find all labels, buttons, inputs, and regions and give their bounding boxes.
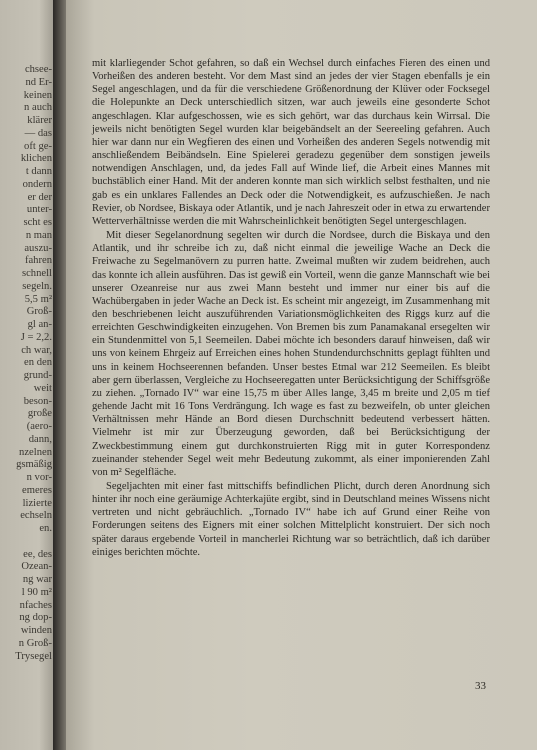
previous-page-text xyxy=(0,64,52,663)
previous-page-line: J = 2,2. xyxy=(20,331,52,343)
previous-page-line: klichen xyxy=(20,153,52,165)
paragraph: Mit dieser Segelanordnung segelten wir durch die Nordsee, durch die Biskaya und den Atlantik, und ihr schreibe ich zu, daß nicht einmal die jeweilige Wache an Deck die Freiwache zu Segelmanövern zu purren hatte. Zweimal mußten wir zudem beidrehen, auch das konnte ich allein ausführen. Das ist gewiß ein Vorteil, wenn die ganze Mannschaft wie bei unserer Ozeanreise nur aus zwei Mann besteht und immer nur einer bis auf die Wachübergaben in jeder Wache an Deck ist. Es scheint mir angezeigt, im Zusammenhang mit den beschriebenen leicht auszuführenden Variationsmöglichkeiten des Riggs kurz auf die erreichten Geschwindigkeiten einzugehen. Von Bremen bis zum Panamakanal ersegelten wir ein Stundenmittel von 5,1 Seemeilen. Dabei möchte ich besonders darauf hinweisen, daß wir uns von keinem Ehrgeiz auf Erreichen eines hohen Stundendurchschnitts geplagt fühlten und uns in keinem Hochseerennen befanden. Unser bestes Etmal war 212 Seemeilen. Es bleibt aber gern überlassen, Vergleiche zu Hochseeregatten unter Berücksichtigung der Schiffsgröße zu ziehen. „Tornado IV“ war eine 15,75 m über Alles lange, 3,45 m breite und 2,05 m tief gehende Jacht mit 16 Tons Verdrängung. Ich wage es fast zu bezweifeln, ob unter gleichen Verhältnissen mehr Hände an Bord diesen Durchschnitt bedeutend verbessert hätten. Vielmehr ist mir zur Überzeugung geworden, daß bei Berücksichtigung der Zweckbestimmung einem gut durchkonstruierten Rigg mit in guter Korrespondenz zueinander stehender Segel weit mehr Bedeutung zukommt, als einer imponierenden Zahl von m² Segelfläche. xyxy=(92,230,490,478)
previous-page-line: klärer xyxy=(27,115,52,126)
page-number: 33 xyxy=(475,680,486,692)
body-text xyxy=(92,57,490,559)
previous-page-line: er der xyxy=(27,191,52,203)
previous-page-line: n vor- xyxy=(26,472,52,483)
current-page xyxy=(66,0,537,750)
previous-page-line: große xyxy=(27,408,52,420)
previous-page-line: nd Er- xyxy=(25,76,52,88)
previous-page-line: ng war xyxy=(22,574,52,585)
previous-page-line: auszu- xyxy=(24,242,52,254)
previous-page-line: en den xyxy=(24,357,52,369)
previous-page-line: n Groß- xyxy=(18,637,52,649)
previous-page-line: segeln. xyxy=(22,280,52,292)
previous-page-line: weit xyxy=(33,382,52,394)
previous-page-line: schnell xyxy=(21,268,52,279)
previous-page-line: gsmäßig xyxy=(16,459,52,471)
previous-page-line: n auch xyxy=(24,102,52,114)
previous-page-line: emeres xyxy=(22,484,52,496)
previous-page-line: n man xyxy=(25,229,52,241)
previous-page-line: gl an- xyxy=(27,319,52,330)
previous-page-line: chsee- xyxy=(24,64,52,75)
previous-page-line: winden xyxy=(20,625,52,636)
previous-page-line: ch war, xyxy=(21,344,52,356)
paragraph: mit klarliegender Schot gefahren, so daß ein Wechsel durch einfaches Fieren des einen und Vorheißen des anderen besteht. Vor dem Mast sind an jedes der vier Stagen ebenfalls je ein Segel angeschlagen, und da für die verschiedene Größenordnung der Klüver oder Focksegel die Holepunkte an Deck unterschiedlich sitzen, war auch jeweils eine gesonderte Schot angeschlagen. Klar aufgeschossen, wie es sich gehört, war das durchaus kein Wirrsal. Die jeweils nicht benötigten Segel wurden klar beigebändselt an der Seereeling gefahren. Auch hier war dann nur ein Wegfieren des einen und Vorheißen des anderen Segels notwendig mit anschließendem Beibändseln. Eine Spielerei geradezu gegenüber dem sonstigen jeweils notwendigen Anschlagen, und, da jedes Fall auf Winde lief, die Arbeit eines Mannes mit buchstäblich einer Hand. Mit der anderen konnte man sich wirklich selbst festhalten, und nie gab es ein unklares Fallendes an Deck oder die Notwendigkeit, es aufzuschießen. Je nach Revier, ob Nordsee, Biskaya oder Atlantik, und je nach Jahreszeit oder in etwa zu erwartender Wetterverhältnisse werden die mit Wahrscheinlichkeit benötigten Segel untergeschlagen. xyxy=(92,58,490,227)
previous-page-line: nzelnen xyxy=(19,446,52,458)
previous-page-line: Groß- xyxy=(26,306,52,318)
previous-page-line: en. xyxy=(39,523,52,534)
previous-page-line: ondern xyxy=(22,178,52,190)
paragraph: Segeljachten mit einer fast mittschiffs befindlichen Plicht, durch deren Anordnung sich hinter ihr noch eine geräumige Achterkajüte ergibt, sind in Deutschland meines Wissens nicht vertreten und nicht gebräuchlich. „Tornado IV“ habe ich auf Grund einer Reihe von Forderungen seitens des Eigners mit einer solchen Mittelplicht konstruiert. Der sich noch später daraus ergebende Vorteil in mancherlei Richtung war so beträchtlich, daß ich darüber einiges berichten möchte. xyxy=(92,481,490,558)
previous-page-line: Ozean- xyxy=(21,561,52,573)
previous-page-line: t dann xyxy=(25,166,52,177)
previous-page-line: oft ge- xyxy=(24,140,52,152)
previous-page-line: beson- xyxy=(23,395,52,407)
previous-page-line: ng dop- xyxy=(19,612,52,624)
previous-page-line: echseln xyxy=(20,510,52,522)
previous-page-edge xyxy=(0,0,56,750)
previous-page-line: fahren xyxy=(24,255,52,267)
previous-page-line xyxy=(0,536,52,549)
previous-page-line: scht es xyxy=(23,217,52,228)
previous-page-line: grund- xyxy=(23,370,52,381)
previous-page-line: — das xyxy=(24,127,52,139)
previous-page-line: ee, des xyxy=(23,548,52,560)
previous-page-line: 5,5 m² xyxy=(24,293,52,305)
previous-page-line: nfaches xyxy=(19,599,52,611)
previous-page-line: dann, xyxy=(28,433,52,445)
previous-page-line: keinen xyxy=(23,89,52,101)
previous-page-line: (aero- xyxy=(26,421,52,432)
previous-page-line: Trysegel xyxy=(15,650,52,662)
previous-page-line: unter- xyxy=(26,204,52,216)
previous-page-line: l 90 m² xyxy=(21,586,52,598)
previous-page-line: lizierte xyxy=(22,497,52,509)
